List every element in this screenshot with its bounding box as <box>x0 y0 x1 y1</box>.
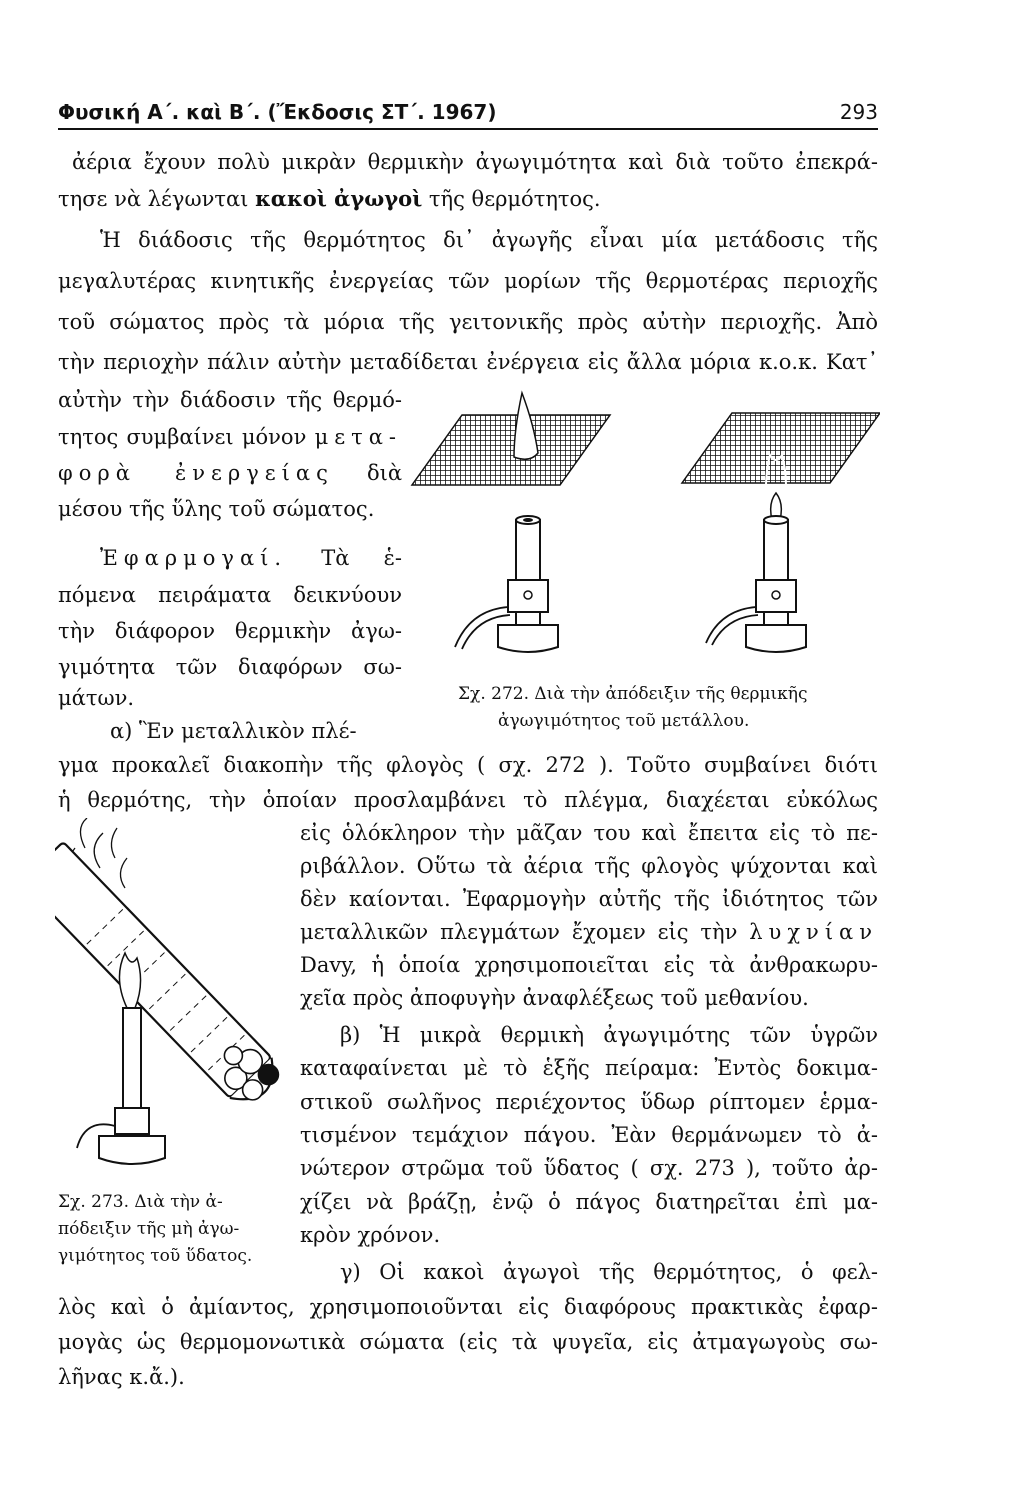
text-line: φορὰ ἐνεργείας διὰ <box>58 461 402 485</box>
bold-term: κακοὶ ἀγωγοὶ <box>255 186 423 211</box>
text-line: α) Ἓν μεταλλικὸν πλέ- <box>110 719 357 743</box>
text-line: β) Ἡ μικρὰ θερμικὴ ἀγωγιμότης τῶν ὑγρῶν <box>340 1023 878 1047</box>
text-line: μεγαλυτέρας κινητικῆς ἐνεργείας τῶν μορίων τῆς θερμοτέρας περιοχῆς <box>58 269 878 293</box>
text-line: ριβάλλον. Οὕτω τὰ ἀέρια τῆς φλογὸς ψύχονται καὶ <box>300 854 878 878</box>
wire-gauze <box>682 413 880 483</box>
text-line: στικοῦ σωλῆνος περιέχοντος ὕδωρ ρίπτομεν ἑρμα- <box>300 1090 878 1114</box>
header-title: Φυσική Α΄. καὶ Β΄. (Ἔκδοσις ΣΤ΄. 1967) <box>58 100 497 124</box>
text-line: ἡ θερμότης, τὴν ὁποίαν προσλαμβάνει τὸ πλέγμα, διαχέεται εὐκόλως <box>58 788 878 812</box>
figure-273 <box>55 818 295 1183</box>
text-line: αὐτὴν τὴν διάδοσιν τῆς θερμό- <box>58 388 402 412</box>
figure-272-caption-line1: Σχ. 272. Διὰ τὴν ἀπόδειξιν τῆς θερμικῆς <box>458 684 808 704</box>
text-line: μογὰς ὡς θερμομονωτικὰ σώματα (εἰς τὰ ψυγεῖα, εἰς ἀτμαγωγοὺς σω- <box>58 1330 878 1354</box>
figure-273-caption-line3: γιμότητος τοῦ ὕδατος. <box>58 1246 253 1266</box>
figure-273-caption-line1: Σχ. 273. Διὰ τὴν ἀ- <box>58 1192 223 1212</box>
text-line: χεῖα πρὸς ἀποφυγὴν ἀναφλέξεως τοῦ μεθανίου. <box>300 986 809 1010</box>
text-line: τὴν διάφορον θερμικὴν ἀγω- <box>58 619 402 643</box>
text-line: Ἐφαρμογαί. Τὰ ἑ- <box>100 546 402 570</box>
text-line: πόμενα πειράματα δεικνύουν <box>58 583 402 607</box>
text-line: Davy, ἡ ὁποία χρησιμοποιεῖται εἰς τὰ ἀνθρακωρυ- <box>300 953 878 977</box>
header-rule <box>58 128 878 130</box>
text-line: ἀέρια ἔχουν πολὺ μικρὰν θερμικὴν ἀγωγιμότητα καὶ διὰ τοῦτο ἐπεκρά- <box>72 150 878 174</box>
text-line: κρὸν χρόνον. <box>300 1223 441 1247</box>
right-apparatus <box>682 413 880 652</box>
text-line: μάτων. <box>58 686 135 710</box>
text-line: τὴν περιοχὴν πάλιν αὐτὴν μεταδίδεται ἐνέργεια εἰς ἄλλα μόρια κ.ο.κ. Κατ᾽ <box>58 350 878 374</box>
text-line: εἰς ὁλόκληρον τὴν μᾶζαν του καὶ ἔπειτα εἰς τὸ πε- <box>300 821 878 845</box>
text-line: γιμότητα τῶν διαφόρων σω- <box>58 655 402 679</box>
text-line: λῆνας κ.ἄ.). <box>58 1365 185 1389</box>
section-heading: Ἐφαρμογαί. <box>100 546 288 570</box>
figure-272 <box>410 385 880 675</box>
text-line: τητος συμβαίνει μόνον μετα- <box>58 425 402 449</box>
text-line: λὸς καὶ ὁ ἀμίαντος, χρησιμοποιοῦνται εἰς διαφόρους πρακτικὰς ἐφαρ- <box>58 1295 878 1319</box>
text-line: μεταλλικῶν πλεγμάτων ἔχομεν εἰς τὴν λυχνίαν <box>300 920 878 944</box>
flame-icon <box>119 953 140 1008</box>
left-apparatus <box>412 393 610 652</box>
text-line: τησε νὰ λέγωνται κακοὶ ἀγωγοὶ τῆς θερμότητος. <box>58 186 601 211</box>
text-line: καταφαίνεται μὲ τὸ ἑξῆς πείραμα: Ἐντὸς δοκιμα- <box>300 1056 878 1080</box>
text-line: γ) Οἱ κακοὶ ἀγωγοὶ τῆς θερμότητος, ὁ φελ- <box>340 1260 878 1284</box>
text-line: Ἡ διάδοσις τῆς θερμότητος δι᾽ ἀγωγῆς εἶναι μία μετάδοσις τῆς <box>100 228 878 252</box>
text-line: νώτερον στρῶμα τοῦ ὕδατος ( σχ. 273 ), τοῦτο ἀρ- <box>300 1156 878 1180</box>
text-line: χίζει νὰ βράζῃ, ἐνῷ ὁ πάγος διατηρεῖται ἐπὶ μα- <box>300 1190 878 1214</box>
page-number: 293 <box>839 100 878 124</box>
text-line: δὲν καίονται. Ἐφαρμογὴν αὐτῆς τῆς ἰδιότητος τῶν <box>300 887 878 911</box>
text-line: τοῦ σώματος πρὸς τὰ μόρια τῆς γειτονικῆς πρὸς αὐτὴν περιοχῆς. Ἀπὸ <box>58 310 878 334</box>
test-tube <box>55 842 285 1112</box>
figure-272-caption-line2: ἀγωγιμότητος τοῦ μετάλλου. <box>498 711 750 731</box>
text-line: γμα προκαλεῖ διακοπὴν τῆς φλογὸς ( σχ. 272 ). Τοῦτο συμβαίνει διότι <box>58 753 878 777</box>
wire-gauze <box>412 415 610 485</box>
burner-base <box>746 625 806 652</box>
text-line: τισμένον τεμάχιον πάγου. Ἐὰν θερμάνωμεν τὸ ἀ- <box>300 1123 878 1147</box>
text-line: μέσου τῆς ὕλης τοῦ σώματος. <box>58 497 375 521</box>
running-header <box>58 100 878 130</box>
figure-273-caption-line2: πόδειξιν τῆς μὴ ἀγω- <box>58 1219 240 1239</box>
burner-base <box>498 625 558 652</box>
